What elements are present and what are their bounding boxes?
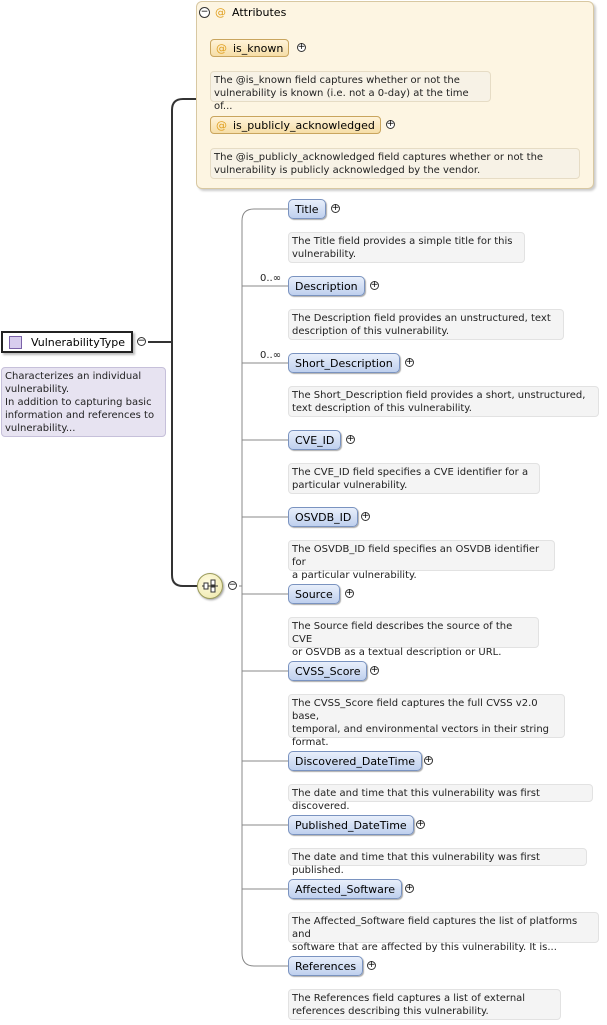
element-name: CVSS_Score bbox=[295, 664, 361, 678]
plus-icon[interactable]: + bbox=[370, 665, 379, 675]
attribute-is-known[interactable] bbox=[210, 39, 289, 57]
plus-icon[interactable]: + bbox=[346, 434, 355, 444]
element-name: Source bbox=[295, 587, 333, 601]
complex-type-icon bbox=[9, 336, 22, 349]
attribute-doc: The @is_publicly_acknowledged field captures whether or not the vulnerability is publicly acknowledged by the vendor. bbox=[210, 148, 580, 179]
element-affected-software[interactable] bbox=[288, 879, 402, 899]
root-type-node[interactable] bbox=[1, 331, 133, 353]
element-name: Short_Description bbox=[295, 356, 393, 370]
element-cve-id[interactable] bbox=[288, 430, 341, 450]
element-doc: The Affected_Software field captures the list of platforms and software that are affected by this vulnerability. It is... bbox=[288, 912, 599, 943]
attribute-doc: The @is_known field captures whether or not the vulnerability is known (i.e. not a 0-day) at the time of... bbox=[210, 71, 491, 102]
element-published-datetime[interactable] bbox=[288, 815, 414, 835]
plus-icon[interactable]: + bbox=[297, 42, 306, 52]
element-title[interactable] bbox=[288, 199, 326, 219]
plus-icon[interactable]: + bbox=[331, 203, 340, 213]
element-name: Title bbox=[295, 202, 319, 216]
element-name: References bbox=[295, 959, 357, 973]
plus-icon[interactable]: + bbox=[367, 960, 376, 970]
element-references[interactable] bbox=[288, 956, 363, 976]
element-name: OSVDB_ID bbox=[295, 510, 352, 524]
element-doc: The Short_Description field provides a short, unstructured, text description of this vulnerability. bbox=[288, 386, 599, 417]
root-type-name: VulnerabilityType bbox=[30, 335, 125, 349]
attribute-is-publicly-acknowledged[interactable] bbox=[210, 116, 381, 134]
attributes-header[interactable] bbox=[199, 6, 286, 19]
attributes-header-label: Attributes bbox=[232, 6, 287, 19]
minus-icon[interactable]: − bbox=[200, 7, 209, 17]
at-sign-icon: @ bbox=[216, 118, 227, 132]
element-cvss-score[interactable] bbox=[288, 661, 367, 681]
element-doc: The OSVDB_ID field specifies an OSVDB identifier for a particular vulnerability. bbox=[288, 540, 555, 571]
sequence-compositor-icon[interactable] bbox=[197, 573, 223, 599]
element-doc: The date and time that this vulnerability was first discovered. bbox=[288, 784, 593, 802]
attribute-name: is_known bbox=[233, 41, 284, 55]
plus-icon[interactable]: + bbox=[405, 883, 414, 893]
element-doc: The CVE_ID field specifies a CVE identifier for a particular vulnerability. bbox=[288, 463, 540, 494]
plus-icon[interactable]: + bbox=[345, 588, 354, 598]
plus-icon[interactable]: + bbox=[405, 357, 414, 367]
element-doc: The Description field provides an unstructured, text description of this vulnerability. bbox=[288, 309, 564, 340]
plus-icon[interactable]: + bbox=[361, 511, 370, 521]
element-doc: The Title field provides a simple title for this vulnerability. bbox=[288, 232, 525, 263]
element-source[interactable] bbox=[288, 584, 340, 604]
element-osvdb-id[interactable] bbox=[288, 507, 358, 527]
plus-icon[interactable]: + bbox=[386, 119, 395, 129]
element-name: Description bbox=[295, 279, 358, 293]
attribute-name: is_publicly_acknowledged bbox=[233, 118, 375, 132]
plus-icon[interactable]: + bbox=[370, 280, 379, 290]
minus-icon[interactable]: − bbox=[228, 580, 237, 590]
root-type-doc: Characterizes an individual vulnerability. In addition to capturing basic information and references to vulnerability... bbox=[1, 367, 166, 437]
plus-icon[interactable]: + bbox=[424, 755, 433, 765]
element-doc: The CVSS_Score field captures the full CVSS v2.0 base, temporal, and environmental vectors in their string format. bbox=[288, 694, 565, 738]
element-doc: The date and time that this vulnerability was first published. bbox=[288, 848, 587, 866]
plus-icon[interactable]: + bbox=[416, 819, 425, 829]
cardinality-label: 0..∞ bbox=[260, 273, 282, 284]
element-name: CVE_ID bbox=[295, 433, 335, 447]
cardinality-label: 0..∞ bbox=[260, 350, 282, 361]
element-name: Published_DateTime bbox=[295, 818, 407, 832]
at-sign-icon: @ bbox=[215, 6, 226, 19]
element-name: Affected_Software bbox=[295, 882, 395, 896]
minus-icon[interactable]: − bbox=[137, 336, 146, 346]
element-short-description[interactable] bbox=[288, 353, 400, 373]
element-doc: The References field captures a list of external references describing this vulnerability. bbox=[288, 989, 561, 1020]
element-description[interactable] bbox=[288, 276, 365, 296]
element-name: Discovered_DateTime bbox=[295, 754, 416, 768]
at-sign-icon: @ bbox=[216, 41, 227, 55]
element-discovered-datetime[interactable] bbox=[288, 751, 422, 771]
element-doc: The Source field describes the source of the CVE or OSVDB as a textual description or URL. bbox=[288, 617, 539, 648]
